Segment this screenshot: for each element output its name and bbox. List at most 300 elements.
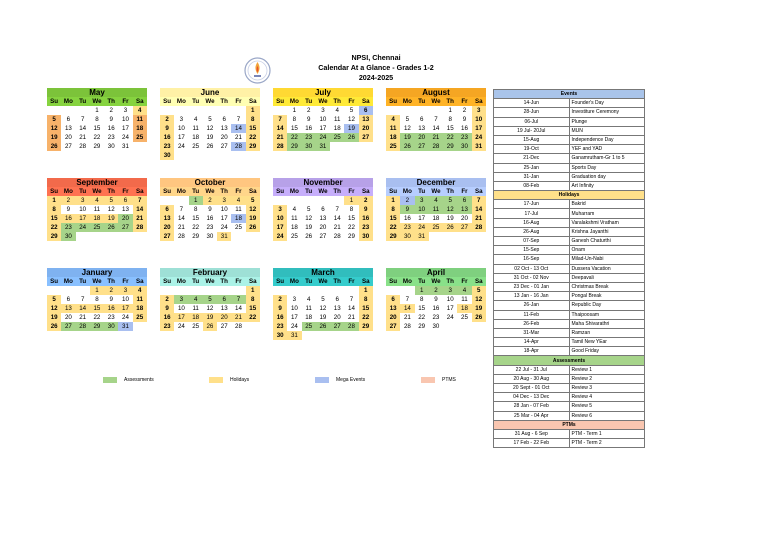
day-cell: 11 <box>192 125 199 132</box>
day-cell <box>118 232 132 241</box>
day-cell: 5 <box>208 116 212 123</box>
day-cell <box>76 232 90 241</box>
day-cell: 11 <box>461 296 468 303</box>
section-header-row <box>494 356 645 365</box>
event-date: 28-Jun <box>494 108 570 117</box>
weekday-label: Su <box>389 278 398 285</box>
day-cell: 13 <box>333 305 341 312</box>
day-cell: 27 <box>330 322 344 331</box>
day-cell: 23 <box>457 133 471 142</box>
day-cell: 8 <box>419 296 424 303</box>
day-cell: 22 <box>418 314 426 321</box>
weekday-label: Th <box>220 188 228 195</box>
day-cell: 2 <box>61 196 75 205</box>
day-cell: 21 <box>472 214 486 223</box>
event-date: 11-Feb <box>494 310 570 319</box>
day-cell: 10 <box>290 305 298 312</box>
event-name: Graduation day <box>569 172 645 181</box>
day-cell: 2 <box>400 196 414 205</box>
weekday-label: Su <box>50 98 59 105</box>
day-cell: 30 <box>273 331 287 340</box>
day-cell: 31 <box>472 142 486 151</box>
weekday-label: Sa <box>361 188 370 195</box>
day-cell: 22 <box>287 133 301 142</box>
event-row <box>494 411 645 420</box>
event-name: YEF and YAD <box>569 145 645 154</box>
day-cell: 5 <box>203 295 217 304</box>
day-cell: 27 <box>61 322 75 331</box>
event-row <box>494 393 645 402</box>
weekday-label: Th <box>446 188 454 195</box>
day-cell: 7 <box>273 115 287 124</box>
month-october <box>160 178 260 241</box>
event-name: Tamil New YEar <box>569 338 645 347</box>
legend-swatch <box>103 377 117 383</box>
day-cell: 31 <box>217 232 231 241</box>
day-cell: 31 <box>287 331 301 340</box>
day-cell: 13 <box>122 206 129 213</box>
day-cell: 2 <box>359 196 373 205</box>
day-cell: 1 <box>95 107 99 114</box>
event-name: Ganesh Chaturthi <box>569 237 645 246</box>
day-cell: 5 <box>47 115 61 124</box>
day-cell: 5 <box>321 296 325 303</box>
day-cell <box>231 286 245 295</box>
day-cell: 10 <box>122 116 129 123</box>
day-cell: 3 <box>321 107 325 114</box>
day-cell <box>231 151 245 160</box>
day-cell: 23 <box>206 224 214 231</box>
legend-label: PTMS <box>442 376 456 383</box>
day-cell: 22 <box>246 133 260 142</box>
weekday-label: Su <box>276 278 285 285</box>
event-row <box>494 301 645 310</box>
day-cell: 28 <box>429 142 443 151</box>
event-date: 23 Dec - 01 Jan <box>494 282 570 291</box>
event-row <box>494 126 645 135</box>
day-cell: 14 <box>273 124 287 133</box>
day-cell: 19 <box>319 314 327 321</box>
weekday-label: Sa <box>474 188 483 195</box>
day-cell: 26 <box>472 313 486 322</box>
day-cell: 13 <box>220 125 228 132</box>
day-cell: 7 <box>434 116 438 123</box>
day-cell: 20 <box>220 134 228 141</box>
day-cell: 13 <box>386 304 400 313</box>
event-date: 14-Jun <box>494 99 570 108</box>
day-cell: 9 <box>208 206 212 213</box>
day-cell: 18 <box>333 125 341 132</box>
weekday-label: Fr <box>461 188 468 195</box>
day-cell: 1 <box>386 196 400 205</box>
day-cell: 24 <box>273 232 287 241</box>
day-cell: 4 <box>457 286 471 295</box>
day-cell: 6 <box>222 116 226 123</box>
academic-year: 2024-2025 <box>358 73 394 82</box>
day-cell: 19 <box>206 134 214 141</box>
day-cell: 14 <box>235 305 242 312</box>
day-cell <box>443 322 457 331</box>
day-cell: 26 <box>305 233 313 240</box>
day-cell: 20 <box>415 133 429 142</box>
event-date: 26-Aug <box>494 227 570 236</box>
day-cell: 22 <box>192 224 200 231</box>
day-cell: 13 <box>64 125 72 132</box>
weekday-label: Sa <box>474 98 483 105</box>
legend-item <box>209 375 249 384</box>
day-cell: 19 <box>472 304 486 313</box>
day-cell: 14 <box>472 205 486 214</box>
month-name: November <box>273 178 373 187</box>
day-cell: 18 <box>231 214 245 223</box>
events-table <box>493 89 645 448</box>
event-date: 19-Oct <box>494 145 570 154</box>
event-date: 04 Dec - 13 Dec <box>494 393 570 402</box>
day-cell: 10 <box>319 116 327 123</box>
day-cell: 9 <box>462 116 467 123</box>
day-cell: 3 <box>472 106 486 115</box>
day-cell: 18 <box>305 314 313 321</box>
event-name: Review 6 <box>569 411 645 420</box>
weekday-label: We <box>431 278 441 285</box>
day-cell: 27 <box>220 323 228 330</box>
weekday-label: Tu <box>192 188 200 195</box>
event-name: Milad-Un-Nabi <box>569 255 645 264</box>
legend-label: Holidays <box>230 376 250 383</box>
day-cell <box>443 232 457 241</box>
event-row <box>494 246 645 255</box>
day-cell: 4 <box>133 106 147 115</box>
day-cell <box>104 232 118 241</box>
event-name: Independence Day <box>569 135 645 144</box>
weekday-label: Th <box>333 278 341 285</box>
month-march <box>273 268 373 340</box>
section-title: PTMs <box>494 420 645 429</box>
day-cell: 27 <box>415 142 429 151</box>
day-cell: 31 <box>316 142 330 151</box>
weekday-label: Su <box>276 188 285 195</box>
day-cell: 24 <box>177 143 185 150</box>
day-cell <box>246 322 260 331</box>
day-cell: 26 <box>104 223 118 232</box>
event-name: Muharram <box>569 209 645 218</box>
day-cell: 21 <box>273 133 287 142</box>
weekday-label: Fr <box>122 188 129 195</box>
day-cell <box>287 286 301 295</box>
day-cell: 15 <box>290 125 298 132</box>
weekday-label: Tu <box>305 98 313 105</box>
day-cell: 25 <box>90 223 104 232</box>
day-cell: 25 <box>330 133 344 142</box>
day-cell <box>174 196 188 205</box>
day-cell: 15 <box>246 124 260 133</box>
day-cell <box>231 106 245 115</box>
day-cell: 7 <box>80 116 85 123</box>
day-cell: 16 <box>160 313 174 322</box>
day-cell: 20 <box>359 124 373 133</box>
event-name: Review 4 <box>569 393 645 402</box>
day-cell: 9 <box>306 116 311 123</box>
day-cell: 2 <box>160 115 174 124</box>
day-cell: 23 <box>107 314 115 321</box>
day-cell: 7 <box>179 206 184 213</box>
school-name: NPSI, Chennai <box>351 53 401 62</box>
month-december <box>386 178 486 241</box>
event-row <box>494 218 645 227</box>
month-name: August <box>386 88 486 97</box>
day-cell <box>330 331 344 340</box>
day-cell: 11 <box>305 305 312 312</box>
event-date: 22 Jul - 31 Jul <box>494 365 570 374</box>
school-logo-icon <box>244 57 271 84</box>
day-cell: 6 <box>321 206 325 213</box>
month-july <box>273 88 373 151</box>
day-cell: 30 <box>302 142 316 151</box>
day-cell <box>203 151 217 160</box>
day-cell: 9 <box>359 205 373 214</box>
event-date: 26-Feb <box>494 319 570 328</box>
weekday-label: We <box>431 188 441 195</box>
weekday-label: We <box>205 188 215 195</box>
day-cell <box>302 286 316 295</box>
section-title: Events <box>494 90 645 99</box>
weekday-label: Su <box>163 98 172 105</box>
day-cell: 10 <box>273 214 287 223</box>
section-title: Holidays <box>494 191 645 200</box>
day-cell: 3 <box>174 295 188 304</box>
day-cell: 20 <box>333 314 341 321</box>
day-cell: 21 <box>79 314 87 321</box>
day-cell: 13 <box>418 125 426 132</box>
day-cell: 18 <box>192 134 200 141</box>
day-cell: 19 <box>47 313 61 322</box>
event-date: 31-Mar <box>494 328 570 337</box>
day-cell: 12 <box>206 125 214 132</box>
event-name: PTM - Term 1 <box>569 429 645 438</box>
weekday-label: Tu <box>305 188 313 195</box>
day-cell: 23 <box>107 134 115 141</box>
day-cell <box>330 142 344 151</box>
section-header-row <box>494 420 645 429</box>
day-cell: 30 <box>104 322 118 331</box>
event-row <box>494 154 645 163</box>
day-cell <box>174 286 188 295</box>
day-cell: 27 <box>220 143 228 150</box>
day-cell: 15 <box>348 215 355 222</box>
weekday-label: Mo <box>63 278 73 285</box>
day-cell: 23 <box>400 223 414 232</box>
weekday-label: We <box>318 278 328 285</box>
event-date: 19 Jul- 20Jul <box>494 126 570 135</box>
day-cell <box>386 286 400 295</box>
day-cell: 26 <box>47 142 61 151</box>
event-date: 07-Sep <box>494 237 570 246</box>
day-cell: 11 <box>133 295 147 304</box>
day-cell: 13 <box>319 215 327 222</box>
day-cell <box>330 286 344 295</box>
weekday-label: Th <box>333 188 341 195</box>
day-cell: 8 <box>246 115 260 124</box>
day-cell: 17 <box>76 214 90 223</box>
event-name: Ganamrutham-Gr 1 to 5 <box>569 154 645 163</box>
event-date: 21-Dec <box>494 154 570 163</box>
day-cell <box>287 196 301 205</box>
day-cell <box>61 106 75 115</box>
month-name: May <box>47 88 147 97</box>
day-cell: 24 <box>122 314 129 321</box>
day-cell: 23 <box>160 322 174 331</box>
month-february <box>160 268 260 331</box>
day-cell: 15 <box>446 125 454 132</box>
event-row <box>494 310 645 319</box>
day-cell: 15 <box>246 304 260 313</box>
day-cell: 6 <box>335 296 339 303</box>
month-name: December <box>386 178 486 187</box>
day-cell <box>429 106 443 115</box>
day-cell: 16 <box>160 133 174 142</box>
day-cell: 13 <box>457 205 471 214</box>
day-cell <box>400 106 414 115</box>
day-cell: 2 <box>306 107 311 114</box>
event-date: 13 Jan - 16 Jan <box>494 292 570 301</box>
day-cell: 13 <box>61 304 75 313</box>
day-cell <box>174 106 188 115</box>
day-cell: 4 <box>231 196 245 205</box>
day-cell: 18 <box>189 313 203 322</box>
day-cell: 16 <box>305 125 313 132</box>
weekday-label: Sa <box>361 98 370 105</box>
weekday-label: Th <box>220 98 228 105</box>
day-cell: 21 <box>403 314 411 321</box>
day-cell: 26 <box>344 133 358 142</box>
day-cell: 18 <box>290 224 298 231</box>
day-cell: 14 <box>133 205 147 214</box>
day-cell: 5 <box>47 295 61 304</box>
weekday-label: We <box>318 98 328 105</box>
day-cell: 6 <box>457 196 471 205</box>
day-cell: 6 <box>217 295 231 304</box>
weekday-label: Su <box>276 98 285 105</box>
day-cell <box>316 286 330 295</box>
event-row <box>494 328 645 337</box>
day-cell: 3 <box>179 116 184 123</box>
day-cell: 31 <box>122 143 129 150</box>
day-cell: 21 <box>133 214 147 223</box>
day-cell: 22 <box>93 134 101 141</box>
weekday-label: Th <box>220 278 228 285</box>
event-row <box>494 374 645 383</box>
day-cell: 1 <box>246 106 260 115</box>
day-cell <box>400 286 414 295</box>
day-cell: 30 <box>206 233 214 240</box>
day-cell <box>47 286 61 295</box>
day-cell: 12 <box>305 215 313 222</box>
day-cell: 25 <box>192 143 200 150</box>
month-name: July <box>273 88 373 97</box>
event-row <box>494 282 645 291</box>
day-cell: 3 <box>123 107 128 114</box>
event-name: Deepavali <box>569 273 645 282</box>
day-cell: 7 <box>405 296 410 303</box>
event-name: Review 1 <box>569 365 645 374</box>
day-cell: 28 <box>472 223 486 232</box>
day-cell: 18 <box>133 304 147 313</box>
month-september <box>47 178 147 241</box>
day-cell <box>316 331 330 340</box>
day-cell: 10 <box>177 125 185 132</box>
weekday-label: We <box>205 98 215 105</box>
event-name: Varalakshmi Vratham <box>569 218 645 227</box>
day-cell: 6 <box>66 296 71 303</box>
day-cell: 1 <box>448 107 452 114</box>
day-cell: 1 <box>359 286 373 295</box>
day-cell: 12 <box>107 206 115 213</box>
day-cell: 4 <box>133 286 147 295</box>
event-row <box>494 264 645 273</box>
day-cell: 23 <box>432 314 440 321</box>
day-cell: 17 <box>319 125 327 132</box>
day-cell: 8 <box>359 295 373 304</box>
day-cell: 23 <box>302 133 316 142</box>
day-cell <box>217 151 231 160</box>
day-cell: 27 <box>118 223 132 232</box>
event-name: Christmas Break <box>569 282 645 291</box>
event-date: 31 Aug - 6 Sep <box>494 429 570 438</box>
event-name: Onam <box>569 246 645 255</box>
legend-swatch <box>209 377 223 383</box>
event-row <box>494 347 645 356</box>
event-row <box>494 181 645 190</box>
event-date: 16-Aug <box>494 218 570 227</box>
day-cell: 29 <box>348 233 355 240</box>
day-cell: 22 <box>93 314 101 321</box>
day-cell: 2 <box>104 286 118 295</box>
weekday-label: Th <box>107 188 115 195</box>
day-cell: 16 <box>273 313 287 322</box>
day-cell: 23 <box>160 142 174 151</box>
day-cell: 2 <box>160 295 174 304</box>
day-cell: 11 <box>133 115 147 124</box>
day-cell: 25 <box>429 223 443 232</box>
legend-item <box>315 375 365 384</box>
day-cell: 6 <box>386 295 400 304</box>
weekday-label: Th <box>107 278 115 285</box>
day-cell: 16 <box>104 304 118 313</box>
day-cell: 20 <box>461 215 468 222</box>
day-cell: 29 <box>90 322 104 331</box>
day-cell: 28 <box>231 142 245 151</box>
day-cell: 21 <box>177 224 185 231</box>
event-row <box>494 338 645 347</box>
event-name: Pongal Break <box>569 292 645 301</box>
day-cell: 9 <box>273 304 287 313</box>
day-cell: 4 <box>193 116 198 123</box>
day-cell: 19 <box>104 214 118 223</box>
day-cell: 3 <box>273 205 287 214</box>
weekday-label: Mo <box>176 188 186 195</box>
day-cell: 3 <box>76 196 90 205</box>
event-row <box>494 108 645 117</box>
day-cell <box>61 286 75 295</box>
day-cell: 5 <box>472 286 486 295</box>
day-cell: 16 <box>61 214 75 223</box>
weekday-label: Tu <box>79 278 87 285</box>
day-cell: 22 <box>443 133 457 142</box>
day-cell: 19 <box>446 215 454 222</box>
day-cell: 12 <box>47 304 61 313</box>
day-cell <box>47 106 61 115</box>
event-date: 31-Jan <box>494 172 570 181</box>
